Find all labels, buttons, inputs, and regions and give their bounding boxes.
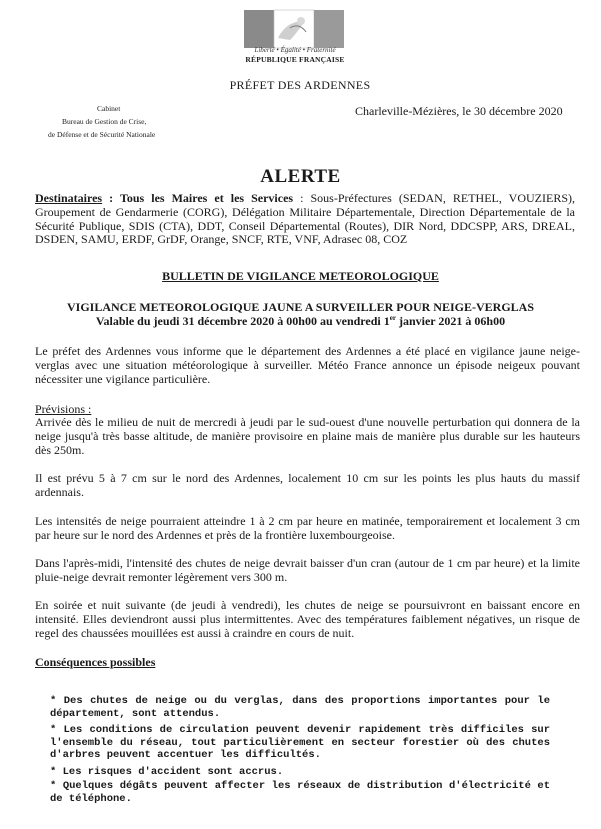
vigilance-heading: VIGILANCE METEOROLOGIQUE JAUNE A SURVEILLER POUR NEIGE-VERGLAS — [67, 300, 534, 314]
republic-name: RÉPUBLIQUE FRANÇAISE — [245, 55, 345, 64]
intro-paragraph: Le préfet des Ardennes vous informe que le département des Ardennes a été placé en vigilance jaune neige-verglas avec une situation météorologique à surveiller. Météo France annonce un épisode neigeux pouvant nécessiter une vigilance particulière. — [35, 344, 580, 386]
forecast-paragraph-3: Les intensités de neige pourraient atteindre 1 à 2 cm par heure en matinée, temporairement et localement 3 cm par heure sur le nord des Ardennes et près de la frontière luxembourgeoise. — [35, 514, 580, 542]
office-defense: de Défense et de Sécurité Nationale — [48, 130, 156, 139]
alert-title: ALERTE — [260, 166, 341, 187]
consequence-item: * Les conditions de circulation peuvent devenir rapidement très difficiles sur l'ensemble du réseau, tout particulièrement en secteur forestier où des chutes d'arbres peuvent accentuer les difficultés. — [50, 724, 550, 762]
recipients-block — [35, 192, 575, 247]
office-cabinet: Cabinet — [97, 104, 121, 113]
vigilance-validity — [0, 314, 601, 329]
consequences-title: Conséquences possibles — [35, 655, 156, 669]
office-crisis-bureau: Bureau de Gestion de Crise, — [62, 117, 147, 126]
recipients-list: : Sous-Préfectures (SEDAN, RETHEL, VOUZIERS), Groupement de Gendarmerie (CORG), Délégation Militaire Départementale, Direction Départementale de la Sécurité Publique, SDIS (CTA), DDT, Conseil Départemental (Routes), DIR Nord, DDCSPP, ARS, DREAL, DSDEN, SAMU, ERDF, GrDF, Orange, SNCF, RTE, VNF, Adrasec 08, COZ — [35, 191, 575, 247]
validity-start: Valable du jeudi 31 décembre 2020 à 00h00 au vendredi 1 — [95, 314, 390, 328]
forecast-paragraph-5: En soirée et nuit suivante (de jeudi à vendredi), les chutes de neige se poursuivront en baissant encore en intensité. Elles deviendront aussi plus intermittentes. Avec des températures faiblement négatives, un risque de regel des chaussées mouillées est aussi à craindre en cours de nuit. — [35, 598, 580, 640]
bulletin-title: BULLETIN DE VIGILANCE METEOROLOGIQUE — [162, 269, 439, 283]
place-date: Charleville-Mézières, le 30 décembre 2020 — [355, 104, 563, 118]
validity-sup: er — [389, 314, 396, 322]
consequence-item: * Les risques d'accident sont accrus. — [50, 766, 284, 778]
recipients-lead: : Tous les Maires et les Services — [102, 191, 294, 205]
consequence-item: * Des chutes de neige ou du verglas, dans des proportions importantes pour le département, sont attendus. — [50, 695, 550, 720]
validity-end: janvier 2021 à 06h00 — [395, 314, 506, 328]
prefect-heading: PRÉFET DES ARDENNES — [229, 78, 371, 92]
consequence-item: * Quelques dégâts peuvent affecter les réseaux de distribution d'électricité et de téléphone. — [50, 780, 550, 805]
forecast-paragraph-2: Il est prévu 5 à 7 cm sur le nord des Ardennes, localement 10 cm sur les points les plus hauts du massif ardennais. — [35, 471, 580, 499]
forecast-title: Prévisions : — [35, 402, 92, 416]
republic-motto: Liberté • Égalité • Fraternité — [254, 46, 336, 54]
forecast-paragraph-4: Dans l'après-midi, l'intensité des chutes de neige devrait baisser d'un cran (autour de 1 cm par heure) et la limite pluie-neige devrait remonter légèrement vers 300 m. — [35, 556, 580, 584]
recipients-label: Destinataires — [35, 191, 103, 205]
forecast-paragraph-1: Arrivée dès le milieu de nuit de mercredi à jeudi par le sud-ouest d'une nouvelle perturbation qui donnera de la neige jusqu'à très basse altitude, de manière provisoire en plaine mais de manière plus durable sur les hauteurs dès 250m. — [35, 415, 580, 457]
